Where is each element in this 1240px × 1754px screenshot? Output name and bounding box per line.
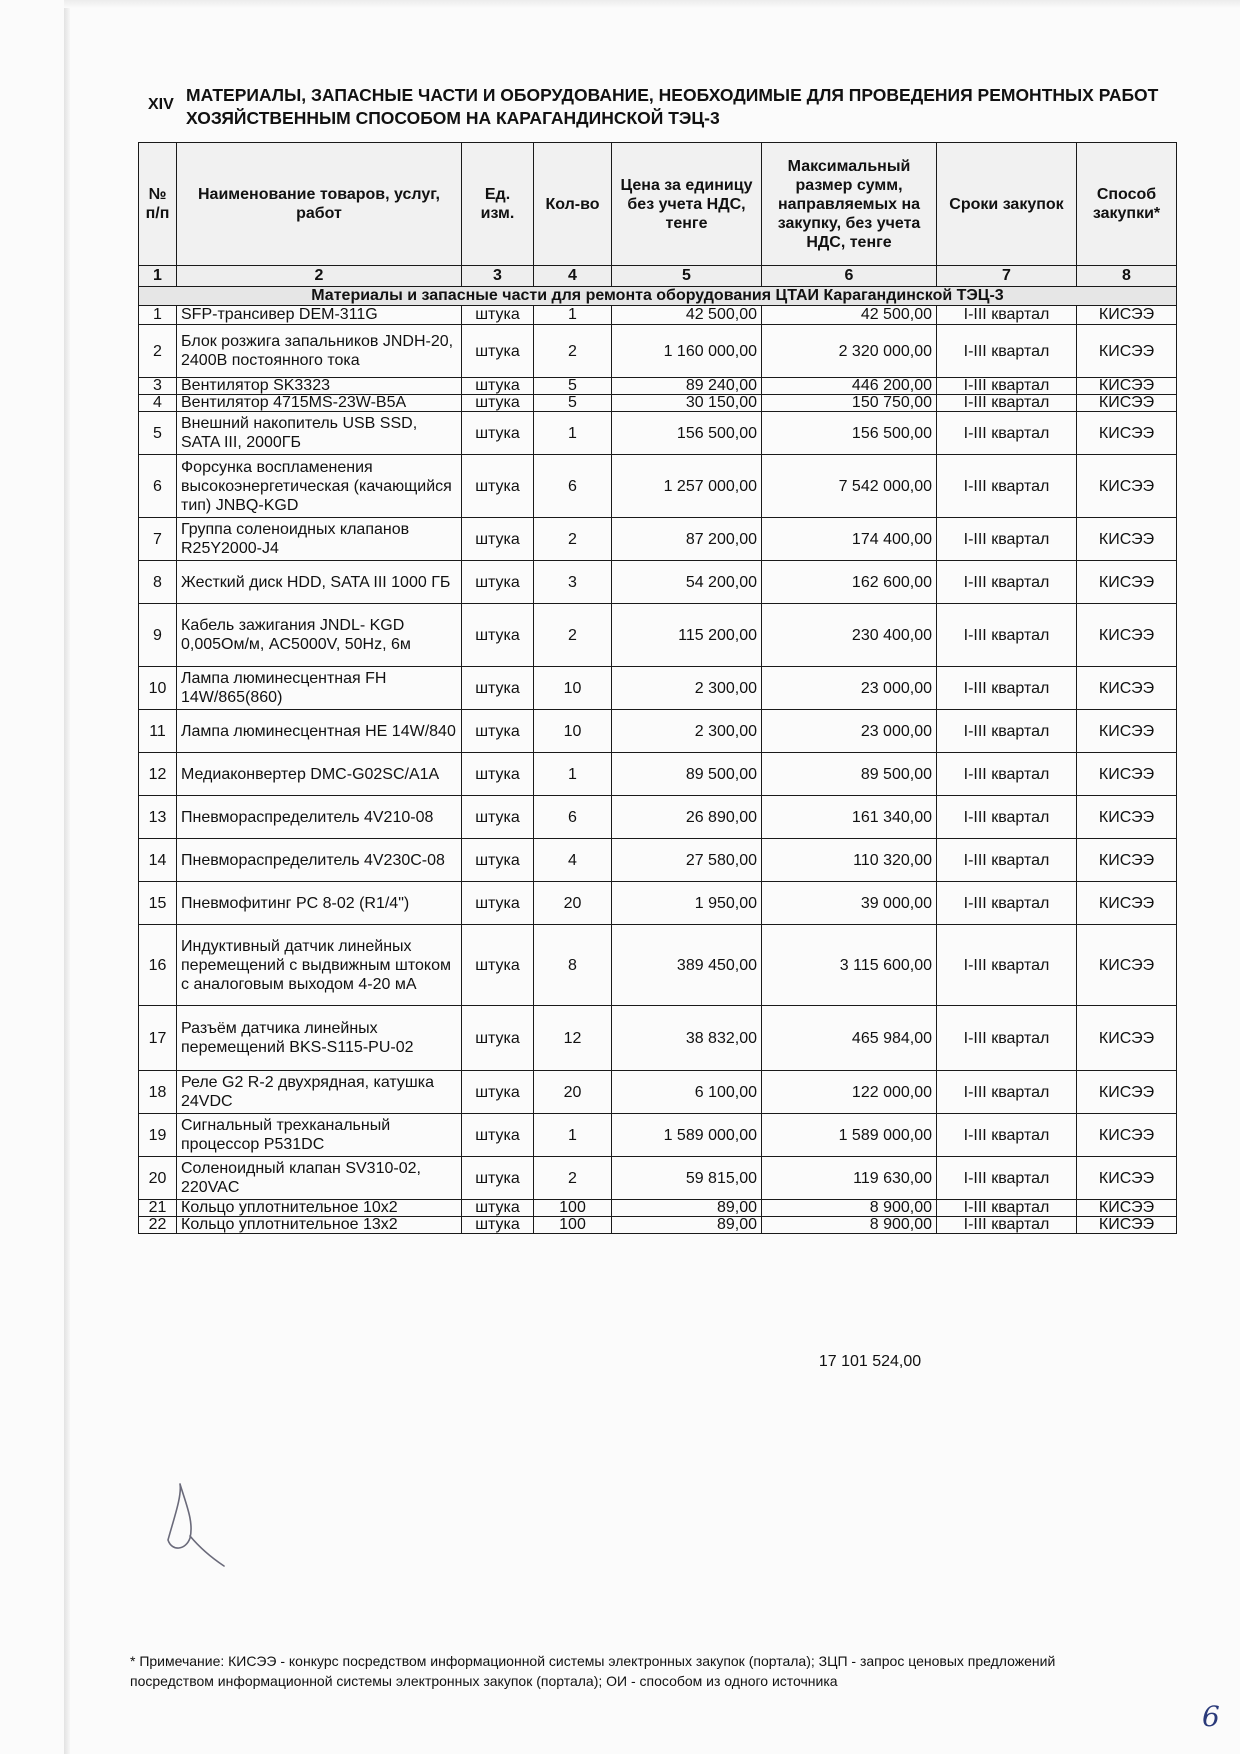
row-number: 22 [139, 1217, 177, 1234]
col-header-sum: Максимальный размер сумм, направляемых на закупку, без учета НДС, тенге [762, 143, 937, 266]
column-number: 5 [612, 266, 762, 287]
item-unit: штука [462, 1071, 534, 1114]
item-quantity: 6 [534, 796, 612, 839]
item-procurement-method: КИСЭЭ [1077, 839, 1177, 882]
table-row [139, 412, 1177, 455]
item-quantity: 5 [534, 395, 612, 412]
table-row [139, 796, 1177, 839]
item-unit: штука [462, 1114, 534, 1157]
row-number: 4 [139, 395, 177, 412]
row-number: 11 [139, 710, 177, 753]
table-row [139, 839, 1177, 882]
table-row [139, 1157, 1177, 1200]
item-procurement-method: КИСЭЭ [1077, 710, 1177, 753]
row-number: 7 [139, 518, 177, 561]
item-quantity: 6 [534, 455, 612, 518]
item-unit-price: 389 450,00 [612, 925, 762, 1006]
item-procurement-term: I-III квартал [937, 395, 1077, 412]
item-quantity: 1 [534, 753, 612, 796]
item-unit: штука [462, 1217, 534, 1234]
item-name: Пневмораспределитель 4V210-08 [177, 796, 462, 839]
item-name: Жесткий диск HDD, SATA III 1000 ГБ [177, 561, 462, 604]
item-name: SFP-трансивер DEM-311G [177, 306, 462, 325]
handwritten-page-number: 6 [1202, 1700, 1220, 1733]
item-name: Группа соленоидных клапанов R25Y2000-J4 [177, 518, 462, 561]
row-number: 10 [139, 667, 177, 710]
item-name: Кабель зажигания JNDL- KGD 0,005Ом/м, AC5000V, 50Hz, 6м [177, 604, 462, 667]
item-unit-price: 27 580,00 [612, 839, 762, 882]
item-procurement-method: КИСЭЭ [1077, 925, 1177, 1006]
item-max-sum: 7 542 000,00 [762, 455, 937, 518]
item-unit: штука [462, 395, 534, 412]
item-name: Реле G2 R-2 двухрядная, катушка 24VDC [177, 1071, 462, 1114]
item-max-sum: 3 115 600,00 [762, 925, 937, 1006]
item-quantity: 100 [534, 1217, 612, 1234]
row-number: 3 [139, 378, 177, 395]
item-unit: штука [462, 667, 534, 710]
table-row [139, 1071, 1177, 1114]
row-number: 15 [139, 882, 177, 925]
section-header [148, 84, 1188, 130]
item-quantity: 20 [534, 882, 612, 925]
scan-edge [64, 0, 70, 1754]
column-number: 3 [462, 266, 534, 287]
table-row [139, 455, 1177, 518]
item-max-sum: 446 200,00 [762, 378, 937, 395]
item-max-sum: 119 630,00 [762, 1157, 937, 1200]
item-unit-price: 2 300,00 [612, 710, 762, 753]
item-procurement-method: КИСЭЭ [1077, 667, 1177, 710]
table-row [139, 306, 1177, 325]
item-name: Соленоидный клапан SV310-02, 220VAC [177, 1157, 462, 1200]
table-row [139, 561, 1177, 604]
item-unit-price: 26 890,00 [612, 796, 762, 839]
item-unit-price: 38 832,00 [612, 1006, 762, 1071]
item-unit: штука [462, 325, 534, 378]
row-number: 14 [139, 839, 177, 882]
item-unit-price: 1 160 000,00 [612, 325, 762, 378]
section-title-line-1: МАТЕРИАЛЫ, ЗАПАСНЫЕ ЧАСТИ И ОБОРУДОВАНИЕ, НЕОБХОДИМЫЕ ДЛЯ ПРОВЕДЕНИЯ РЕМОНТНЫХ РАБОТ [186, 85, 1159, 105]
col-header-method: Способ закупки* [1077, 143, 1177, 266]
item-unit: штука [462, 378, 534, 395]
item-procurement-method: КИСЭЭ [1077, 882, 1177, 925]
item-name: Блок розжига запальников JNDH-20, 2400В постоянного тока [177, 325, 462, 378]
item-unit: штука [462, 455, 534, 518]
item-unit-price: 6 100,00 [612, 1071, 762, 1114]
item-quantity: 10 [534, 667, 612, 710]
table-row [139, 518, 1177, 561]
item-procurement-method: КИСЭЭ [1077, 1006, 1177, 1071]
item-max-sum: 89 500,00 [762, 753, 937, 796]
item-unit: штука [462, 1157, 534, 1200]
item-name: Лампа люминесцентная FH 14W/865(860) [177, 667, 462, 710]
item-procurement-term: I-III квартал [937, 604, 1077, 667]
section-title-line-2: ХОЗЯЙСТВЕННЫМ СПОСОБОМ НА КАРАГАНДИНСКОЙ ТЭЦ-3 [186, 108, 720, 128]
handwritten-signature [160, 1478, 230, 1568]
scan-top-edge [64, 0, 1240, 8]
section-title-row [139, 287, 1177, 306]
item-quantity: 1 [534, 306, 612, 325]
item-procurement-term: I-III квартал [937, 1200, 1077, 1217]
item-unit-price: 115 200,00 [612, 604, 762, 667]
item-max-sum: 162 600,00 [762, 561, 937, 604]
item-procurement-term: I-III квартал [937, 710, 1077, 753]
column-number: 2 [177, 266, 462, 287]
item-unit: штука [462, 710, 534, 753]
item-unit: штука [462, 796, 534, 839]
table-row [139, 1114, 1177, 1157]
column-number: 8 [1077, 266, 1177, 287]
item-quantity: 2 [534, 325, 612, 378]
table-row [139, 378, 1177, 395]
column-number: 4 [534, 266, 612, 287]
item-procurement-term: I-III квартал [937, 378, 1077, 395]
item-procurement-method: КИСЭЭ [1077, 796, 1177, 839]
item-procurement-method: КИСЭЭ [1077, 455, 1177, 518]
item-unit-price: 89 240,00 [612, 378, 762, 395]
item-unit-price: 1 589 000,00 [612, 1114, 762, 1157]
item-quantity: 1 [534, 1114, 612, 1157]
section-number: XIV [148, 96, 174, 113]
item-procurement-term: I-III квартал [937, 796, 1077, 839]
item-quantity: 4 [534, 839, 612, 882]
table-row [139, 1200, 1177, 1217]
item-name: Разъём датчика линейных перемещений BKS-S115-PU-02 [177, 1006, 462, 1071]
item-procurement-term: I-III квартал [937, 1114, 1077, 1157]
row-number: 13 [139, 796, 177, 839]
item-max-sum: 150 750,00 [762, 395, 937, 412]
item-unit-price: 30 150,00 [612, 395, 762, 412]
item-procurement-method: КИСЭЭ [1077, 378, 1177, 395]
item-unit-price: 42 500,00 [612, 306, 762, 325]
item-procurement-method: КИСЭЭ [1077, 561, 1177, 604]
table-row [139, 325, 1177, 378]
table-row [139, 753, 1177, 796]
item-procurement-method: КИСЭЭ [1077, 1157, 1177, 1200]
item-name: Лампа люминесцентная HE 14W/840 [177, 710, 462, 753]
item-unit: штука [462, 1200, 534, 1217]
item-unit-price: 87 200,00 [612, 518, 762, 561]
item-quantity: 8 [534, 925, 612, 1006]
table-section-title: Материалы и запасные части для ремонта оборудования ЦТАИ Карагандинской ТЭЦ-3 [139, 287, 1177, 306]
row-number: 2 [139, 325, 177, 378]
table-header-row [139, 143, 1177, 266]
col-header-number: № п/п [139, 143, 177, 266]
item-unit: штука [462, 412, 534, 455]
item-quantity: 2 [534, 1157, 612, 1200]
row-number: 19 [139, 1114, 177, 1157]
item-quantity: 2 [534, 518, 612, 561]
item-max-sum: 8 900,00 [762, 1200, 937, 1217]
item-procurement-term: I-III квартал [937, 839, 1077, 882]
row-number: 12 [139, 753, 177, 796]
item-procurement-term: I-III квартал [937, 882, 1077, 925]
item-unit-price: 156 500,00 [612, 412, 762, 455]
item-name: Медиаконвертер DMC-G02SC/A1A [177, 753, 462, 796]
row-number: 8 [139, 561, 177, 604]
item-unit-price: 59 815,00 [612, 1157, 762, 1200]
item-quantity: 1 [534, 412, 612, 455]
item-procurement-method: КИСЭЭ [1077, 412, 1177, 455]
item-name: Пневмофитинг PC 8-02 (R1/4") [177, 882, 462, 925]
grand-total: 17 101 524,00 [818, 1353, 922, 1370]
table-row [139, 1006, 1177, 1071]
item-procurement-method: КИСЭЭ [1077, 604, 1177, 667]
table-row [139, 604, 1177, 667]
item-procurement-term: I-III квартал [937, 455, 1077, 518]
footnote: * Примечание: КИСЭЭ - конкурс посредством информационной системы электронных закупок (портала); ЗЦП - запрос ценовых предложений посредством информационной системы электронных закупок (портала); ОИ - способом из одного источника [130, 1653, 1056, 1689]
item-procurement-term: I-III квартал [937, 306, 1077, 325]
item-name: Кольцо уплотнительное 13x2 [177, 1217, 462, 1234]
item-unit-price: 54 200,00 [612, 561, 762, 604]
item-unit: штука [462, 518, 534, 561]
table-body [139, 306, 1177, 1234]
column-number: 7 [937, 266, 1077, 287]
item-procurement-method: КИСЭЭ [1077, 753, 1177, 796]
item-quantity: 100 [534, 1200, 612, 1217]
item-unit-price: 89 500,00 [612, 753, 762, 796]
item-procurement-term: I-III квартал [937, 518, 1077, 561]
col-header-qty: Кол-во [534, 143, 612, 266]
item-max-sum: 2 320 000,00 [762, 325, 937, 378]
item-max-sum: 23 000,00 [762, 710, 937, 753]
item-max-sum: 156 500,00 [762, 412, 937, 455]
row-number: 16 [139, 925, 177, 1006]
item-procurement-term: I-III квартал [937, 753, 1077, 796]
item-unit: штука [462, 561, 534, 604]
item-unit-price: 89,00 [612, 1200, 762, 1217]
item-procurement-term: I-III квартал [937, 667, 1077, 710]
row-number: 6 [139, 455, 177, 518]
row-number: 9 [139, 604, 177, 667]
item-quantity: 20 [534, 1071, 612, 1114]
item-max-sum: 230 400,00 [762, 604, 937, 667]
table-row [139, 667, 1177, 710]
col-header-term: Сроки закупок [937, 143, 1077, 266]
column-numbers-row [139, 266, 1177, 287]
row-number: 5 [139, 412, 177, 455]
materials-table [138, 142, 1177, 1234]
item-procurement-method: КИСЭЭ [1077, 1114, 1177, 1157]
table-row [139, 1217, 1177, 1234]
item-procurement-term: I-III квартал [937, 412, 1077, 455]
item-unit: штука [462, 839, 534, 882]
row-number: 1 [139, 306, 177, 325]
item-procurement-method: КИСЭЭ [1077, 1071, 1177, 1114]
item-procurement-method: КИСЭЭ [1077, 518, 1177, 561]
row-number: 21 [139, 1200, 177, 1217]
item-name: Внешний накопитель USB SSD, SATA III, 2000ГБ [177, 412, 462, 455]
item-unit: штука [462, 604, 534, 667]
table-row [139, 395, 1177, 412]
item-procurement-term: I-III квартал [937, 1071, 1077, 1114]
row-number: 17 [139, 1006, 177, 1071]
item-unit: штука [462, 925, 534, 1006]
item-name: Сигнальный трехканальный процессор P531DC [177, 1114, 462, 1157]
item-max-sum: 8 900,00 [762, 1217, 937, 1234]
item-unit-price: 1 257 000,00 [612, 455, 762, 518]
col-header-unit: Ед. изм. [462, 143, 534, 266]
item-name: Пневмораспределитель 4V230C-08 [177, 839, 462, 882]
item-quantity: 2 [534, 604, 612, 667]
item-max-sum: 161 340,00 [762, 796, 937, 839]
item-max-sum: 174 400,00 [762, 518, 937, 561]
item-procurement-term: I-III квартал [937, 1217, 1077, 1234]
item-name: Форсунка воспламенения высокоэнергетическая (качающийся тип) JNBQ-KGD [177, 455, 462, 518]
item-procurement-term: I-III квартал [937, 1006, 1077, 1071]
column-number: 1 [139, 266, 177, 287]
item-unit-price: 2 300,00 [612, 667, 762, 710]
item-unit-price: 89,00 [612, 1217, 762, 1234]
item-name: Индуктивный датчик линейных перемещений с выдвижным штоком с аналоговым выходом 4-20 мА [177, 925, 462, 1006]
col-header-price: Цена за единицу без учета НДС, тенге [612, 143, 762, 266]
item-quantity: 10 [534, 710, 612, 753]
row-number: 20 [139, 1157, 177, 1200]
item-quantity: 12 [534, 1006, 612, 1071]
item-max-sum: 42 500,00 [762, 306, 937, 325]
item-max-sum: 110 320,00 [762, 839, 937, 882]
item-procurement-method: КИСЭЭ [1077, 1200, 1177, 1217]
item-procurement-method: КИСЭЭ [1077, 325, 1177, 378]
item-procurement-term: I-III квартал [937, 925, 1077, 1006]
item-procurement-method: КИСЭЭ [1077, 1217, 1177, 1234]
item-unit-price: 1 950,00 [612, 882, 762, 925]
item-unit: штука [462, 1006, 534, 1071]
item-quantity: 3 [534, 561, 612, 604]
col-header-name: Наименование товаров, услуг, работ [177, 143, 462, 266]
item-name: Вентилятор SK3323 [177, 378, 462, 395]
item-max-sum: 1 589 000,00 [762, 1114, 937, 1157]
row-number: 18 [139, 1071, 177, 1114]
table-row [139, 925, 1177, 1006]
item-name: Вентилятор 4715MS-23W-B5A [177, 395, 462, 412]
item-max-sum: 39 000,00 [762, 882, 937, 925]
item-procurement-term: I-III квартал [937, 1157, 1077, 1200]
item-unit: штука [462, 306, 534, 325]
item-max-sum: 23 000,00 [762, 667, 937, 710]
table-row [139, 882, 1177, 925]
item-max-sum: 122 000,00 [762, 1071, 937, 1114]
item-procurement-method: КИСЭЭ [1077, 395, 1177, 412]
item-unit: штука [462, 882, 534, 925]
item-quantity: 5 [534, 378, 612, 395]
item-procurement-term: I-III квартал [937, 561, 1077, 604]
item-unit: штука [462, 753, 534, 796]
table-row [139, 710, 1177, 753]
item-name: Кольцо уплотнительное 10x2 [177, 1200, 462, 1217]
column-number: 6 [762, 266, 937, 287]
item-procurement-term: I-III квартал [937, 325, 1077, 378]
section-title [186, 84, 1158, 130]
item-procurement-method: КИСЭЭ [1077, 306, 1177, 325]
item-max-sum: 465 984,00 [762, 1006, 937, 1071]
